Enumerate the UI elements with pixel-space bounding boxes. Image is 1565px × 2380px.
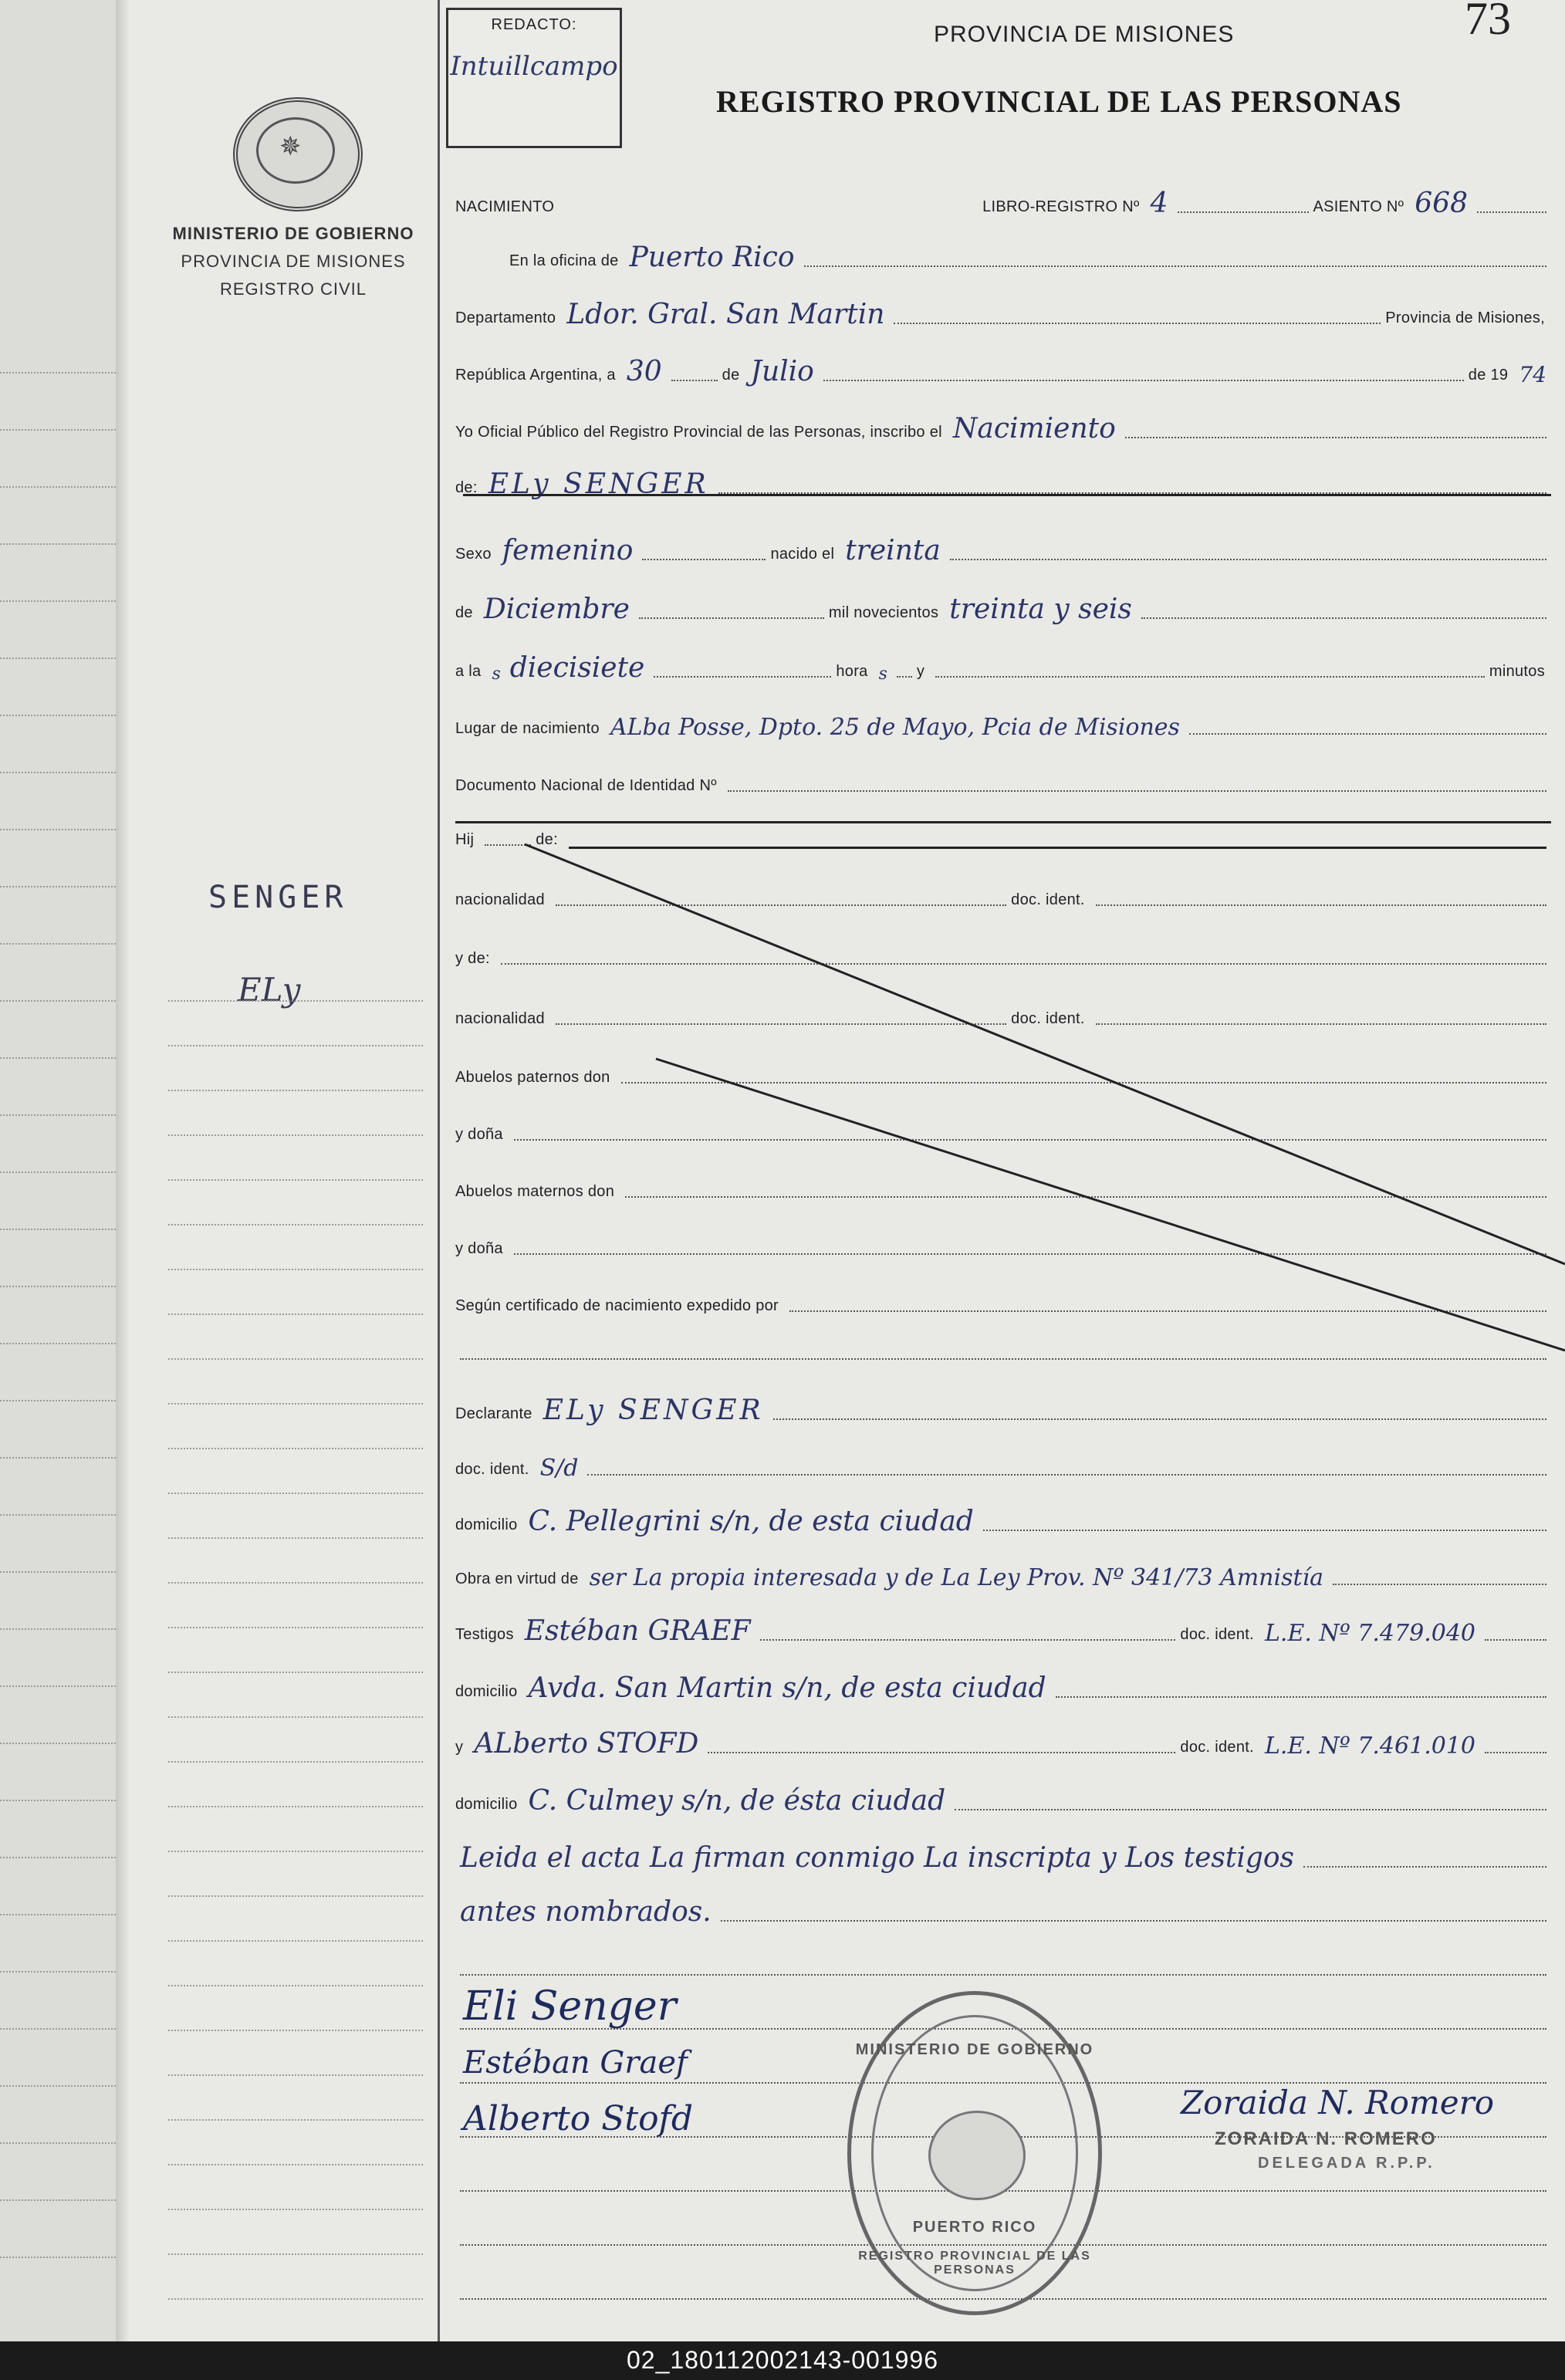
birth-month-value: Diciembre (483, 593, 630, 625)
minutos-label: minutos (1489, 663, 1545, 680)
obra-value: ser La propia interesada y de La Ley Prov. Nº 341/73 Amnistía (589, 1564, 1324, 1591)
redacto-signature: Intuillcampo (450, 51, 618, 82)
docident-label: doc. ident. (455, 1461, 529, 1478)
libro-value: 4 (1150, 188, 1168, 219)
inscribo-label: Yo Oficial Público del Registro Provincial de las Personas, inscribo el (455, 424, 942, 441)
departamento-label: Departamento (455, 309, 556, 326)
testigo1-doc-value: L.E. Nº 7.479.040 (1264, 1620, 1475, 1647)
asiento-label: ASIENTO Nº (1313, 198, 1404, 215)
signature-delegada: Zoraida N. Romero (1181, 2084, 1495, 2121)
ydona-label: y doña (455, 1126, 503, 1143)
abuelos-pat-label: Abuelos paternos don (455, 1069, 610, 1086)
lugar-label: Lugar de nacimiento (455, 720, 600, 737)
document-id: 02_180112002143-001996 (626, 2346, 938, 2374)
certificado-label: Según certificado de nacimiento expedido por (455, 1297, 779, 1314)
hij-label: Hij (455, 831, 475, 848)
testigo2-doc-label: doc. ident. (1180, 1739, 1254, 1756)
row-domicilio (455, 1493, 1551, 1539)
y-label: y (916, 663, 925, 680)
domicilio2-value: Avda. San Martin s/n, de esta ciudad (528, 1672, 1046, 1704)
delegada-title: DELEGADA R.P.P. (1258, 2155, 1435, 2172)
month-value: Julio (750, 356, 814, 387)
year-value: 74 (1519, 362, 1546, 387)
dni-label: Documento Nacional de Identidad Nº (455, 777, 717, 794)
ministry-line1: MINISTERIO DE GOBIERNO (172, 224, 414, 243)
testigo1-value: Estéban GRAEF (524, 1615, 751, 1647)
nacionalidad2-label: nacionalidad (455, 1010, 545, 1027)
row-docident (455, 1437, 1551, 1483)
sexo-value: femenino (502, 535, 634, 566)
closing-line2: antes nombrados. (460, 1896, 712, 1928)
yde-label: y de: (455, 950, 490, 967)
hij-de-label: de: (536, 831, 558, 848)
margin-given-name: ELy (238, 971, 301, 1009)
delegada-name: ZORAIDA N. ROMERO (1215, 2128, 1437, 2149)
closing-line1: Leida el acta La firman conmigo La inscripta y Los testigos (460, 1842, 1295, 1874)
stamp-text-center: PUERTO RICO (912, 2219, 1037, 2236)
y-testigo-label: y (455, 1739, 464, 1756)
alas-s: s (492, 664, 501, 684)
testigo2-doc-value: L.E. Nº 7.461.010 (1264, 1733, 1475, 1760)
signature-inscripta: Eli Senger (463, 1983, 677, 2030)
inscribo-value: Nacimiento (952, 413, 1116, 445)
province-title: PROVINCIA DE MISIONES (934, 22, 1235, 47)
oficina-value: Puerto Rico (629, 242, 795, 273)
nacimiento-label: NACIMIENTO (455, 198, 555, 215)
asiento-value: 668 (1415, 188, 1468, 219)
row-obra (455, 1547, 1551, 1593)
margin-surname: SENGER (208, 880, 348, 915)
declarante-value: ELy SENGER (543, 1395, 764, 1426)
doc-ident2-label: doc. ident. (1011, 1010, 1085, 1027)
domicilio-value: C. Pellegrini s/n, de esta ciudad (528, 1506, 974, 1537)
oficina-label: En la oficina de (509, 252, 619, 269)
nacionalidad-label: nacionalidad (455, 891, 545, 908)
hour-value: diecisiete (509, 652, 645, 684)
testigo1-doc-label: doc. ident. (1180, 1626, 1254, 1643)
stamp-crest-icon (928, 2111, 1026, 2200)
docident-value: S/d (539, 1455, 579, 1482)
horas-label: hora (836, 663, 868, 680)
ministry-line3: REGISTRO CIVIL (219, 279, 367, 299)
provincia-suffix: Provincia de Misiones, (1385, 309, 1545, 326)
lugar-value: ALba Posse, Dpto. 25 de Mayo, Pcia de Misiones (610, 714, 1180, 741)
testigo2-value: ALberto STOFD (474, 1728, 699, 1760)
signature-testigo2: Alberto Stofd (463, 2099, 694, 2138)
row-blank1 (455, 1937, 1551, 1983)
registry-title: REGISTRO PROVINCIAL DE LAS PERSONAS (716, 84, 1402, 119)
stamp-text-bottom: REGISTRO PROVINCIAL DE LAS PERSONAS (858, 2250, 1091, 2277)
row-domicilio3 (455, 1772, 1551, 1818)
ministry-line2: PROVINCIA DE MISIONES (181, 252, 406, 271)
domicilio2-label: domicilio (455, 1683, 518, 1700)
provincial-crest-icon: ✵ (224, 93, 363, 208)
doc-ident-label: doc. ident. (1011, 891, 1085, 908)
stamp-text-top: MINISTERIO DE GOBIERNO (855, 2041, 1094, 2058)
alas-label: a la (455, 663, 482, 680)
de-name-value: ELy SENGER (488, 468, 709, 500)
row-closing2 (455, 1883, 1551, 1929)
abuelos-mat-label: Abuelos maternos don (455, 1183, 615, 1200)
obra-label: Obra en virtud de (455, 1570, 579, 1587)
signature-testigo1: Estéban Graef (463, 2045, 688, 2081)
page-number: 73 (1465, 0, 1511, 44)
de-label: de (722, 367, 740, 384)
de-month-label: de (455, 604, 473, 621)
sexo-label: Sexo (455, 546, 492, 563)
domicilio3-value: C. Culmey s/n, de ésta ciudad (528, 1785, 946, 1817)
mil-label: mil novecientos (828, 604, 939, 621)
republica-label: República Argentina, a (455, 367, 616, 384)
nacido-label: nacido el (770, 546, 835, 563)
nacido-value: treinta (845, 535, 941, 566)
ydona2-label: y doña (455, 1240, 503, 1257)
registry-stamp (847, 1991, 1102, 2315)
horas-s: s (878, 664, 887, 684)
libro-label: LIBRO-REGISTRO Nº (982, 198, 1140, 215)
day-value: 30 (626, 356, 662, 387)
departamento-value: Ldor. Gral. San Martin (566, 299, 885, 330)
domicilio3-label: domicilio (455, 1796, 518, 1813)
row-testigo2 (455, 1715, 1551, 1761)
year-label: de 19 (1468, 367, 1509, 384)
redacto-label: REDACTO: (491, 16, 577, 33)
row-domicilio2 (455, 1659, 1551, 1706)
testigos-label: Testigos (455, 1626, 514, 1643)
row-testigo1 (455, 1602, 1551, 1648)
declarante-label: Declarante (455, 1405, 532, 1422)
row-declarante (455, 1381, 1551, 1428)
row-closing1 (455, 1829, 1551, 1875)
de-name-label: de: (455, 479, 478, 496)
domicilio-label: domicilio (455, 1516, 518, 1533)
mil-value: treinta y seis (949, 593, 1132, 625)
